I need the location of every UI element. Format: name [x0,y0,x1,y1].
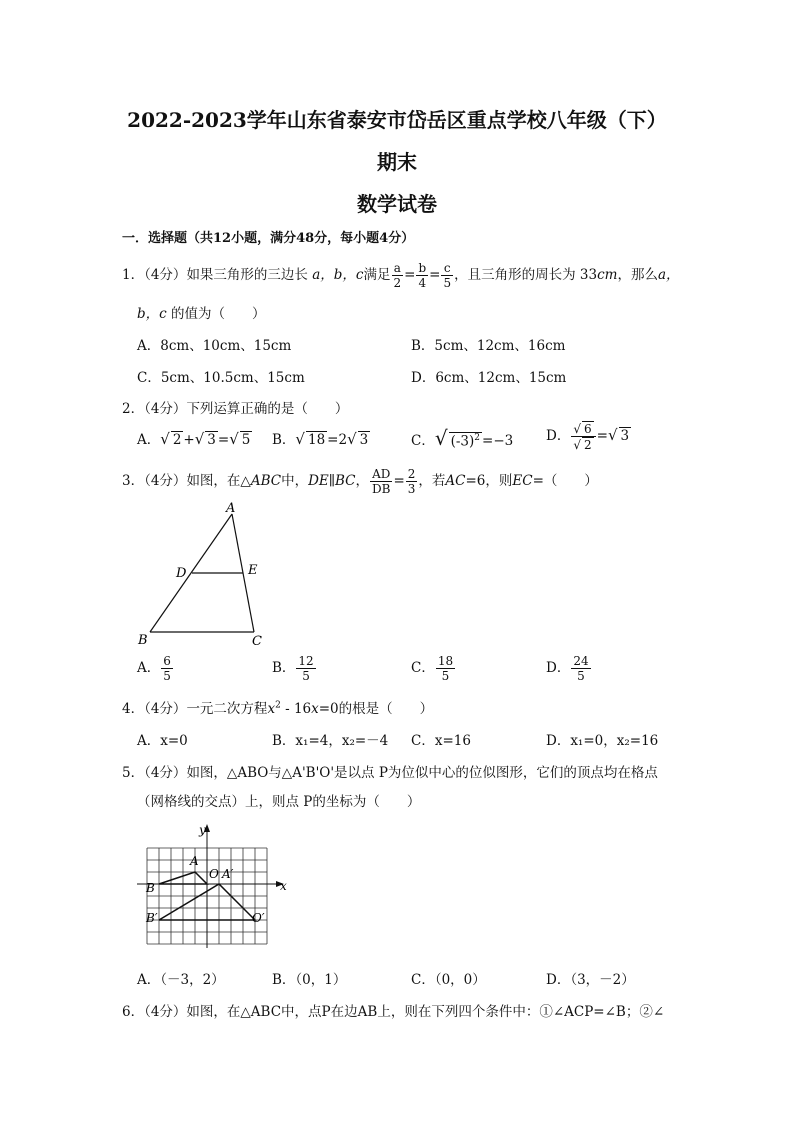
question-5-stem: 5．（4分）如图，△ABO与△A'B'O'是以点 P为位似中心的位似图形，它们的顶点均在格点 [122,765,658,781]
exam-title-line1: 2022-2023学年山东省泰安市岱岳区重点学校八年级（下） [127,108,667,132]
label-o-prime: O′ [252,911,265,925]
label-c: C [252,634,262,649]
question-3-option-a[interactable]: A． $\frac{6}{5}$ [137,654,171,683]
question-2-option-a[interactable]: A．√ 2 +√ 3 =√ 5 [137,430,251,448]
question-4-option-b[interactable]: B．x₁=4，x₂=－4 [272,733,389,749]
question-2-stem: 2．（4分）下列运算正确的是（ ） [122,401,349,417]
question-5-stem-line2: （网格线的交点）上，则点 P的坐标为（ ） [137,794,421,810]
question-2-option-b[interactable]: B．√ 18 =2√ 3 [272,430,369,448]
label-a: A [190,854,199,868]
question-5-option-c[interactable]: C．（0，0） [411,972,486,988]
fraction-c-5: $\frac{c}{5}$ [443,261,452,290]
question-1-option-d[interactable]: D．6cm、12cm、15cm [411,370,567,386]
question-6-stem: 6．（4分）如图，在△ABC中，点P在边AB上，则在下列四个条件中：①∠ACP=∠B；②∠ [122,1004,665,1020]
question-4-option-d[interactable]: D．x₁=0，x₂=16 [546,733,659,749]
exam-subject-title: 数学试卷 [357,192,437,216]
question-1-option-c[interactable]: C．5cm、10.5cm、15cm [137,370,305,386]
label-d: D [176,566,187,581]
question-5-option-a[interactable]: A．（－3，2） [137,972,225,988]
fraction-2-3: $\frac{2}{3}$ [407,467,416,496]
question-3-option-c[interactable]: C． $\frac{18}{5}$ [411,654,454,683]
fraction-ad-db: $\frac{AD}{DB}$ [372,467,391,496]
question-4-option-a[interactable]: A．x=0 [137,733,188,749]
question-1-option-a[interactable]: A．8cm、10cm、15cm [137,338,292,354]
question-4-option-c[interactable]: C．x=16 [411,733,471,749]
label-b-prime: B′ [146,911,158,925]
section-heading: 一．选择题（共12小题，满分48分，每小题4分） [122,231,415,246]
question-5-option-d[interactable]: D．（3，－2） [546,972,635,988]
question-3-option-b[interactable]: B． $\frac{12}{5}$ [272,654,314,683]
question-2-option-c[interactable]: C．√ $(-3)^2 =-3$ [411,426,514,450]
question-3-option-d[interactable]: D． $\frac{24}{5}$ [546,654,589,683]
question-1-stem-line2: b，c 的值为（ ） [137,306,266,322]
question-2-option-d[interactable]: D． $\frac{√ 6}{√ 2}$ =√ 3 [546,422,630,452]
question-4-stem: 4．（4分）一元二次方程$x^2 - 16x=0$的根是（ ） [122,700,434,717]
fraction-b-4: $\frac{b}{4}$ [418,261,427,290]
question-5-option-b[interactable]: B．（0，1） [272,972,347,988]
label-o: O [209,867,219,881]
triangle-abc-figure [130,498,280,650]
label-b: B [138,633,148,648]
label-a: A [226,501,236,516]
question-1-stem: 1．（4分）如果三角形的三边长 a，b，c满足 $\frac{a}{2}$ = $\frac{b}{4}$ = $\frac{c}{5}$ ，且三角形的周长为 33cm，那么a， [122,261,680,290]
label-b: B [146,881,155,895]
label-x: x [280,879,287,893]
fraction-a-2: $\frac{a}{2}$ [393,261,402,290]
question-1-option-b[interactable]: B．5cm、12cm、16cm [411,338,566,354]
label-e: E [248,563,258,578]
label-y: y [199,823,206,837]
question-3-stem: 3．（4分）如图，在△ABC中，DE∥BC， $\frac{AD}{DB}$ = $\frac{2}{3}$ ，若AC=6，则EC=（ ） [122,467,598,496]
label-a-prime: A′ [222,867,234,881]
exam-title-line2: 期末 [377,150,417,174]
grid-figure [132,820,292,952]
